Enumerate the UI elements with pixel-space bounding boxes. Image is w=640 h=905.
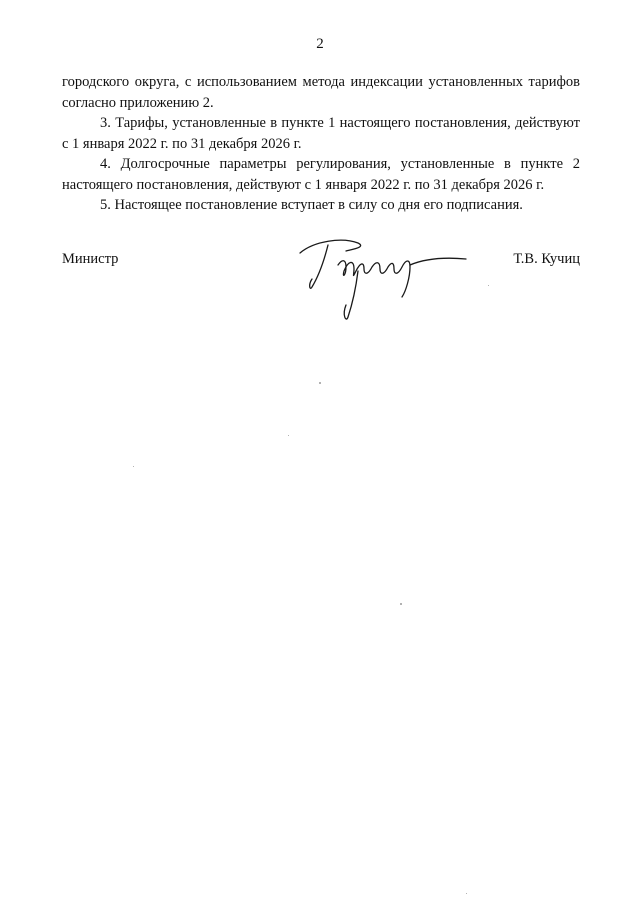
document-body bbox=[62, 72, 580, 216]
scan-speck bbox=[288, 435, 289, 436]
scan-speck bbox=[466, 893, 467, 894]
handwritten-signature bbox=[294, 235, 474, 325]
paragraph-item-3: 3. Тарифы, установленные в пункте 1 настоящего постановления, действуют с 1 января 2022 г. по 31 декабря 2026 г. bbox=[62, 115, 580, 152]
signatory-role: Министр bbox=[62, 251, 119, 267]
signature-block bbox=[62, 251, 580, 331]
page-number: 2 bbox=[316, 36, 324, 52]
paragraph-item-5: 5. Настоящее постановление вступает в силу со дня его подписания. bbox=[100, 197, 523, 213]
scan-speck bbox=[319, 382, 321, 384]
paragraph-continuation: городского округа, с использованием метода индексации установленных тарифов согласно приложению 2. bbox=[62, 74, 580, 111]
scan-speck bbox=[133, 466, 134, 467]
scan-speck bbox=[488, 285, 489, 286]
paragraph-item-4: 4. Долгосрочные параметры регулирования, установленные в пункте 2 настоящего постановления, действуют с 1 января 2022 г. по 31 декабря 2026 г. bbox=[62, 156, 580, 193]
signatory-name: Т.В. Кучиц bbox=[513, 251, 580, 267]
scan-speck bbox=[400, 603, 402, 605]
